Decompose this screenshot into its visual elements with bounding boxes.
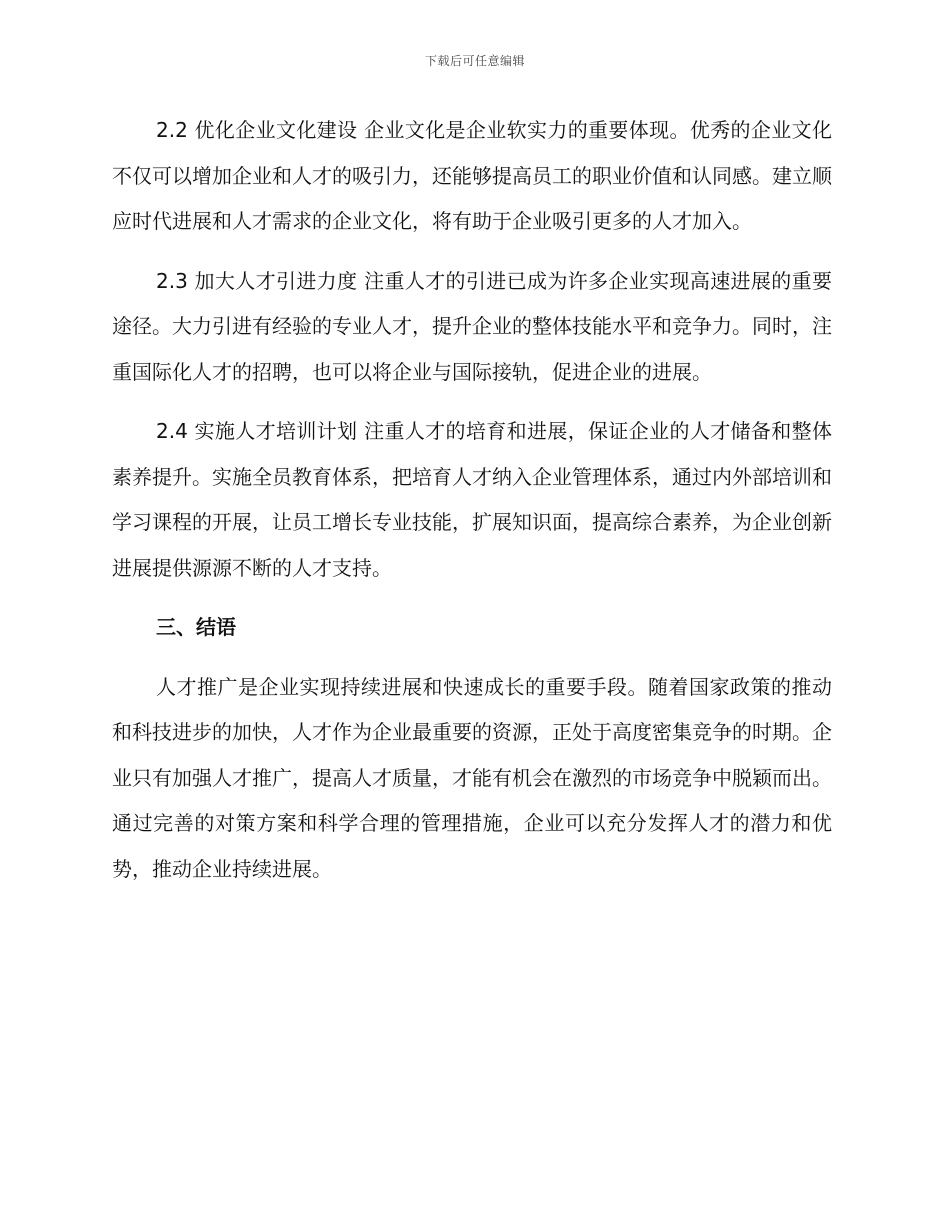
- document-body: [112, 108, 832, 906]
- paragraph-2-4: 2.4 实施人才培训计划 注重人才的培育和进展，保证企业的人才储备和整体素养提升。实施全员教育体系，把培育人才纳入企业管理体系，通过内外部培训和学习课程的开展，让员工增长专业技能，扩展知识面，提高综合素养，为企业创新进展提供源源不断的人才支持。: [112, 419, 832, 580]
- paragraph-conclusion: 人才推广是企业实现持续进展和快速成长的重要手段。随着国家政策的推动和科技进步的加快，人才作为企业最重要的资源，正处于高度密集竞争的时期。企业只有加强人才推广，提高人才质量，才能有机会在激烈的市场竞争中脱颖而出。通过完善的对策方案和科学合理的管理措施，企业可以充分发挥人才的潜力和优势，推动企业持续进展。: [112, 674, 832, 881]
- paragraph-2-3: 2.3 加大人才引进力度 注重人才的引进已成为许多企业实现高速进展的重要途径。大力引进有经验的专业人才，提升企业的整体技能水平和竞争力。同时，注重国际化人才的招聘，也可以将企业与国际接轨，促进企业的进展。: [112, 268, 832, 384]
- paragraph-2-2: 2.2 优化企业文化建设 企业文化是企业软实力的重要体现。优秀的企业文化不仅可以增加企业和人才的吸引力，还能够提高员工的职业价值和认同感。建立顺应时代进展和人才需求的企业文化，将有助于企业吸引更多的人才加入。: [112, 118, 832, 233]
- section-heading-conclusion: 三、结语: [156, 615, 236, 639]
- page-header: 下载后可任意编辑: [424, 54, 525, 68]
